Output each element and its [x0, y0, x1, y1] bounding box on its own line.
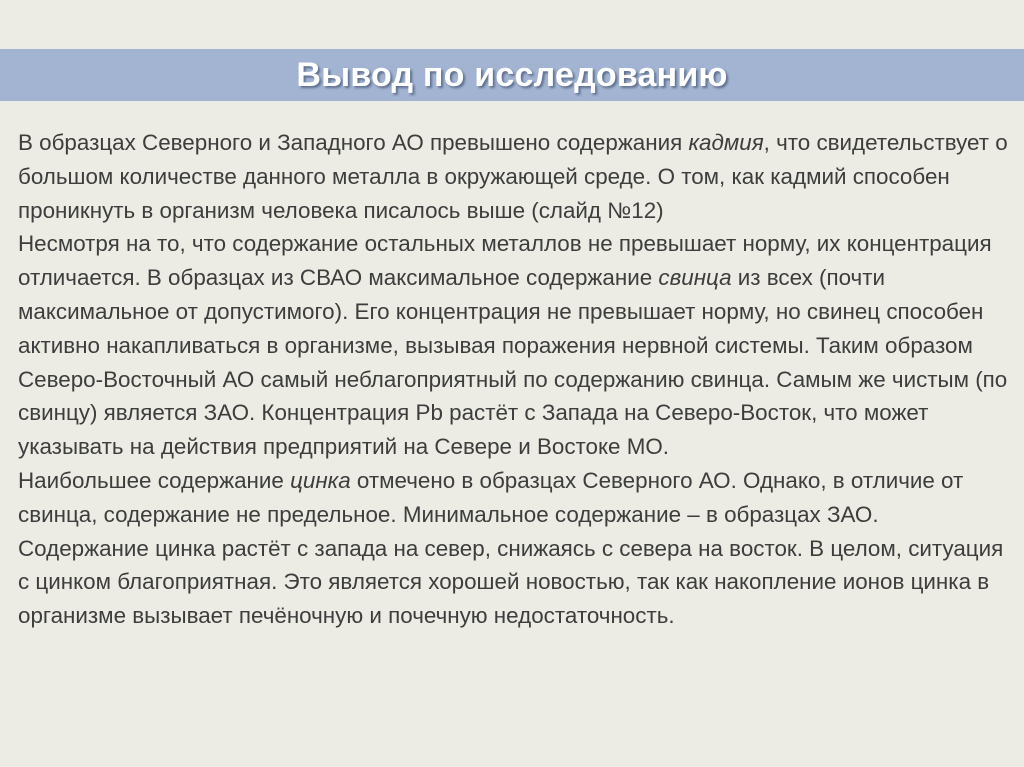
paragraph-lead [18, 227, 1013, 464]
text-segment: из всех (почти максимальное от допустимого). Его концентрация не превышает норму, но свинец способен активно накапливаться в организме, вызывая поражения нервной системы. Таким образом Северо-Восточный АО самый неблагоприятный по содержанию свинца. Самым же чистым (по свинцу) является ЗАО. Концентрация Pb растёт с Запада на Северо-Восток, что может указывать на действия предприятий на Севере и Востоке МО. [18, 265, 1008, 460]
paragraph-cadmium [18, 126, 1013, 227]
text-segment: Несмотря на то, что содержание остальных металлов не превышает норму, их концентрация отличается. В образцах из СВАО максимальное содержание [18, 231, 992, 291]
emphasis-cadmium: кадмия [688, 130, 764, 155]
slide-body [18, 126, 1013, 633]
paragraph-zinc [18, 464, 1013, 633]
emphasis-lead: свинца [658, 265, 732, 291]
text-segment: В образцах Северного и Западного АО превышено содержания [18, 130, 689, 155]
title-bar [0, 49, 1024, 101]
emphasis-zinc: цинка [290, 467, 351, 493]
text-segment: Наибольшее содержание [18, 467, 291, 493]
text-segment: , что свидетельствует о большом количестве данного металла в окружающей среде. О том, как кадмий способен проникнуть в организм человека писалось выше (слайд №12) [18, 130, 1008, 223]
text-segment: отмечено в образцах Северного АО. Однако, в отличие от свинца, содержание не предельное. Минимальное содержание – в образцах ЗАО. Содержание цинка растёт с запада на север, снижаясь с севера на восток. В целом, ситуация с цинком благоприятная. Это является хорошей новостью, так как накопление ионов цинка в организме вызывает печёночную и почечную недостаточность. [18, 467, 1004, 629]
slide-title: Вывод по исследованию [296, 55, 728, 94]
